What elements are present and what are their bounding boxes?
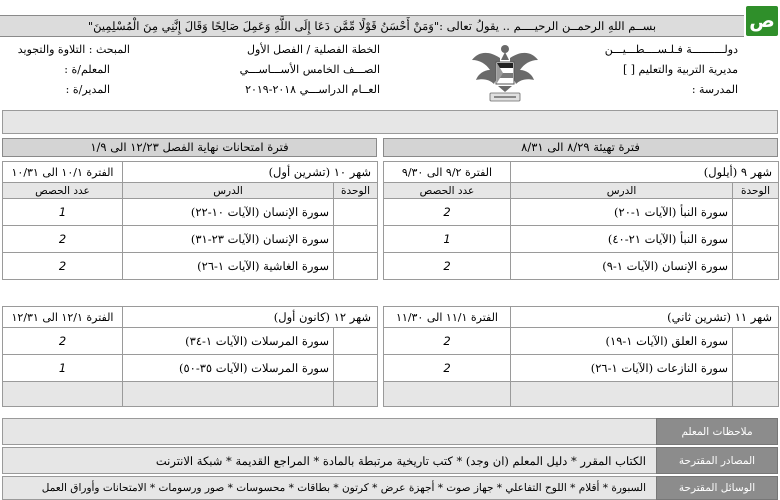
table-row	[384, 382, 779, 407]
subject-label: المبحث : التلاوة والتجويد	[17, 43, 130, 56]
periods-cell: 2	[3, 328, 123, 355]
col-lesson-header: الدرس	[123, 183, 334, 199]
month-label: شهر ١١ (تشرين ثاني)	[511, 307, 779, 328]
sources-value: الكتاب المقرر * دليل المعلم (ان وجد) * كتب تاريخية مرتبطة بالمادة * المراجع القديمة * شبكة الانترنت	[2, 447, 656, 474]
unit-cell	[733, 226, 779, 253]
empty-cell	[123, 382, 334, 407]
periods-cell: 1	[3, 355, 123, 382]
aids-row	[2, 476, 778, 500]
unit-cell	[334, 328, 378, 355]
unit-cell	[334, 253, 378, 280]
unit-cell	[733, 355, 779, 382]
logo-badge: ص	[746, 6, 778, 36]
november-table	[383, 306, 779, 407]
col-unit-header: الوحدة	[334, 183, 378, 199]
periods-cell: 2	[384, 355, 511, 382]
lesson-cell: سورة المرسلات (الآيات ٣٥-٥٠)	[123, 355, 334, 382]
col-unit-header: الوحدة	[733, 183, 779, 199]
table-row	[384, 253, 779, 280]
lesson-cell: سورة النبأ (الآيات ١-٢٠)	[511, 199, 733, 226]
month-label: شهر ١٢ (كانون أول)	[123, 307, 378, 328]
aids-value: السبورة * أقلام * اللوح التفاعلي * جهاز صوت * أجهزة عرض * كرتون * بطاقات * محسوسات * صور ورسومات * الامتحانات وأوراق العمل	[2, 476, 656, 500]
document-header	[0, 0, 780, 108]
table-row	[3, 253, 378, 280]
lesson-cell: سورة الإنسان (الآيات ١-٩)	[511, 253, 733, 280]
period-label: الفترة ١١/١ الى ١١/٣٠	[384, 307, 511, 328]
lesson-cell: سورة النازعات (الآيات ١-٢٦)	[511, 355, 733, 382]
empty-cell	[384, 382, 511, 407]
lesson-cell: سورة العلق (الآيات ١-١٩)	[511, 328, 733, 355]
table-row	[3, 199, 378, 226]
periods-cell: 2	[384, 328, 511, 355]
empty-band	[2, 110, 778, 134]
periods-cell: 2	[384, 253, 511, 280]
palestine-eagle-emblem-icon	[470, 40, 540, 104]
table-row	[384, 355, 779, 382]
plan-title: الخطة الفصلية / الفصل الأول	[247, 43, 380, 56]
school-year: العــام الدراســـي ٢٠١٨-٢٠١٩	[245, 83, 380, 96]
col-lesson-header: الدرس	[511, 183, 733, 199]
empty-cell	[3, 382, 123, 407]
school-label: المدرسة :	[691, 83, 738, 96]
december-table	[2, 306, 378, 407]
unit-cell	[334, 226, 378, 253]
empty-cell	[733, 382, 779, 407]
table-row	[384, 199, 779, 226]
empty-cell	[511, 382, 733, 407]
col-periods-header: عدد الحصص	[384, 183, 511, 199]
unit-cell	[334, 199, 378, 226]
teacher-notes-label: ملاحظات المعلم	[656, 418, 778, 445]
sources-row	[2, 447, 778, 474]
table-row	[384, 226, 779, 253]
grade-label: الصـــف الخامس الأســـاســـي	[239, 63, 380, 76]
aids-label: الوسائل المقترحة	[656, 476, 778, 500]
periods-cell: 2	[384, 199, 511, 226]
lesson-cell: سورة الإنسان (الآيات ٢٣-٣١)	[123, 226, 334, 253]
periods-cell: 2	[3, 253, 123, 280]
table-row	[384, 328, 779, 355]
unit-cell	[733, 253, 779, 280]
period-label: الفترة ١٢/١ الى ١٢/٣١	[3, 307, 123, 328]
prep-period-title: فترة تهيئة ٨/٢٩ الى ٨/٣١	[383, 138, 778, 157]
september-table	[383, 161, 779, 280]
unit-cell	[733, 199, 779, 226]
table-row	[3, 226, 378, 253]
empty-cell	[334, 382, 378, 407]
sources-label: المصادر المقترحة	[656, 447, 778, 474]
teacher-label: المعلم/ة :	[64, 63, 110, 76]
unit-cell	[334, 355, 378, 382]
teacher-notes-value	[2, 418, 656, 445]
lesson-cell: سورة الغاشية (الآيات ١-٢٦)	[123, 253, 334, 280]
table-row	[3, 355, 378, 382]
table-row	[3, 328, 378, 355]
october-table	[2, 161, 378, 280]
periods-cell: 1	[3, 199, 123, 226]
period-label: الفترة ١٠/١ الى ١٠/٣١	[3, 162, 123, 183]
month-label: شهر ٩ (أيلول)	[511, 162, 779, 183]
periods-cell: 2	[3, 226, 123, 253]
lesson-cell: سورة الإنسان (الآيات ١٠-٢٢)	[123, 199, 334, 226]
exam-period-title: فترة امتحانات نهاية الفصل ١٢/٢٣ الى ١/٩	[2, 138, 377, 157]
lesson-cell: سورة النبأ (الآيات ٢١-٤٠)	[511, 226, 733, 253]
periods-cell: 1	[384, 226, 511, 253]
col-periods-header: عدد الحصص	[3, 183, 123, 199]
lesson-cell: سورة المرسلات (الآيات ١-٣٤)	[123, 328, 334, 355]
verse-bar: بســم اللهِ الرحمــن الرحيــــم .. يقولُ تعالى :"وَمَنْ أَحْسَنُ قَوْلًا مِّمَّن دَعَا إِلَى اللَّهِ وَعَمِلَ صَالِحًا وَقَالَ إِنَّنِي مِنَ الْمُسْلِمِينَ"	[0, 15, 744, 37]
table-row	[3, 382, 378, 407]
month-label: شهر ١٠ (تشرين أول)	[123, 162, 378, 183]
unit-cell	[733, 328, 779, 355]
directorate: مديرية التربية والتعليم [ ]	[622, 63, 738, 76]
teacher-notes-row	[2, 418, 778, 445]
period-label: الفترة ٩/٢ الى ٩/٣٠	[384, 162, 511, 183]
principal-label: المدير/ة :	[65, 83, 110, 96]
country-name: دولــــــــــة فـلـســــطـــيـــن	[604, 43, 738, 56]
